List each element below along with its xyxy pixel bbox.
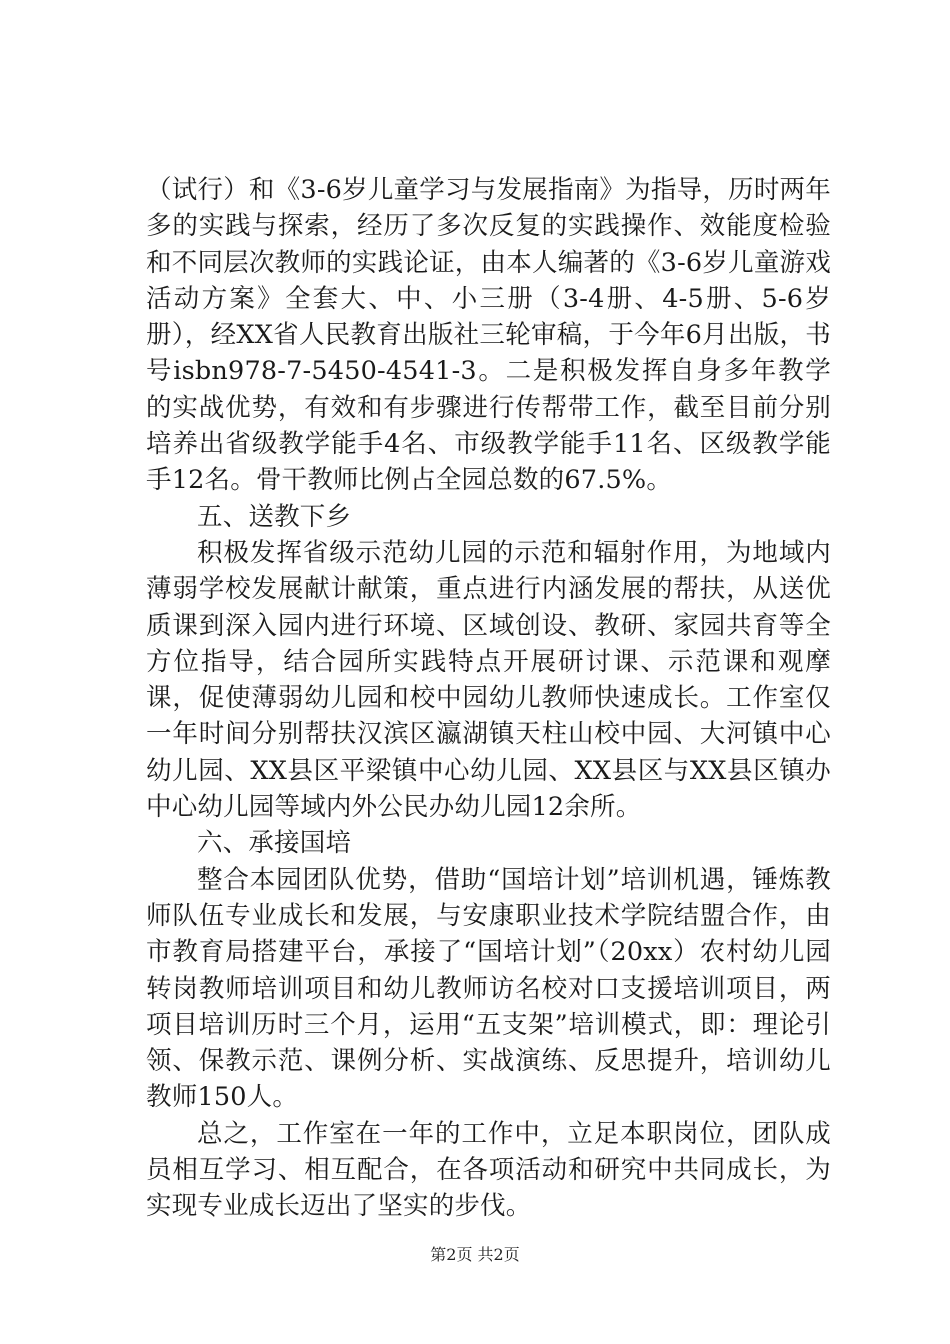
document-body: [146, 172, 831, 1225]
paragraph-section-six: 整合本园团队优势，借助“国培计划”培训机遇，锤炼教师队伍专业成长和发展，与安康职业技术学院结盟合作，由市教育局搭建平台，承接了“国培计划”（20xx）农村幼儿园转岗教师培训项目和幼儿教师访名校对口支援培训项目，两项目培训历时三个月，运用“五支架”培训模式，即：理论引领、保教示范、课例分析、实战演练、反思提升，培训幼儿教师150人。: [146, 864, 831, 1113]
section-heading-five: 五、送教下乡: [197, 501, 352, 532]
paragraph-continuation: （试行）和《3-6岁儿童学习与发展指南》为指导，历时两年多的实践与探索，经历了多次反复的实践操作、效能度检验和不同层次教师的实践论证，由本人编著的《3-6岁儿童游戏活动方案》全套大、中、小三册（3-4册、4-5册、5-6岁册），经XX省人民教育出版社三轮审稿，于今年6月出版，书号isbn978-7-5450-4541-3。二是积极发挥自身多年教学的实战优势，有效和有步骤进行传帮带工作，截至目前分别培养出省级教学能手4名、市级教学能手11名、区级教学能手12名。骨干教师比例占全园总数的67.5%。: [146, 175, 831, 496]
page-total: 共2页: [477, 1245, 520, 1264]
page-footer: [0, 1244, 950, 1266]
section-heading-six: 六、承接国培: [197, 828, 352, 859]
paragraph-section-five: 积极发挥省级示范幼儿园的示范和辐射作用，为地域内薄弱学校发展献计献策，重点进行内涵发展的帮扶，从送优质课到深入园内进行环境、区域创设、教研、家园共育等全方位指导，结合园所实践特点开展研讨课、示范课和观摩课，促使薄弱幼儿园和校中园幼儿教师快速成长。工作室仅一年时间分别帮扶汉滨区瀛湖镇天柱山校中园、大河镇中心幼儿园、XX县区平梁镇中心幼儿园、XX县区与XX县区镇办中心幼儿园等域内外公民办幼儿园12余所。: [146, 537, 831, 823]
paragraph-summary: 总之，工作室在一年的工作中，立足本职岗位，团队成员相互学习、相互配合，在各项活动和研究中共同成长，为实现专业成长迈出了坚实的步伐。: [146, 1118, 831, 1222]
page-number: 第2页: [430, 1245, 473, 1264]
